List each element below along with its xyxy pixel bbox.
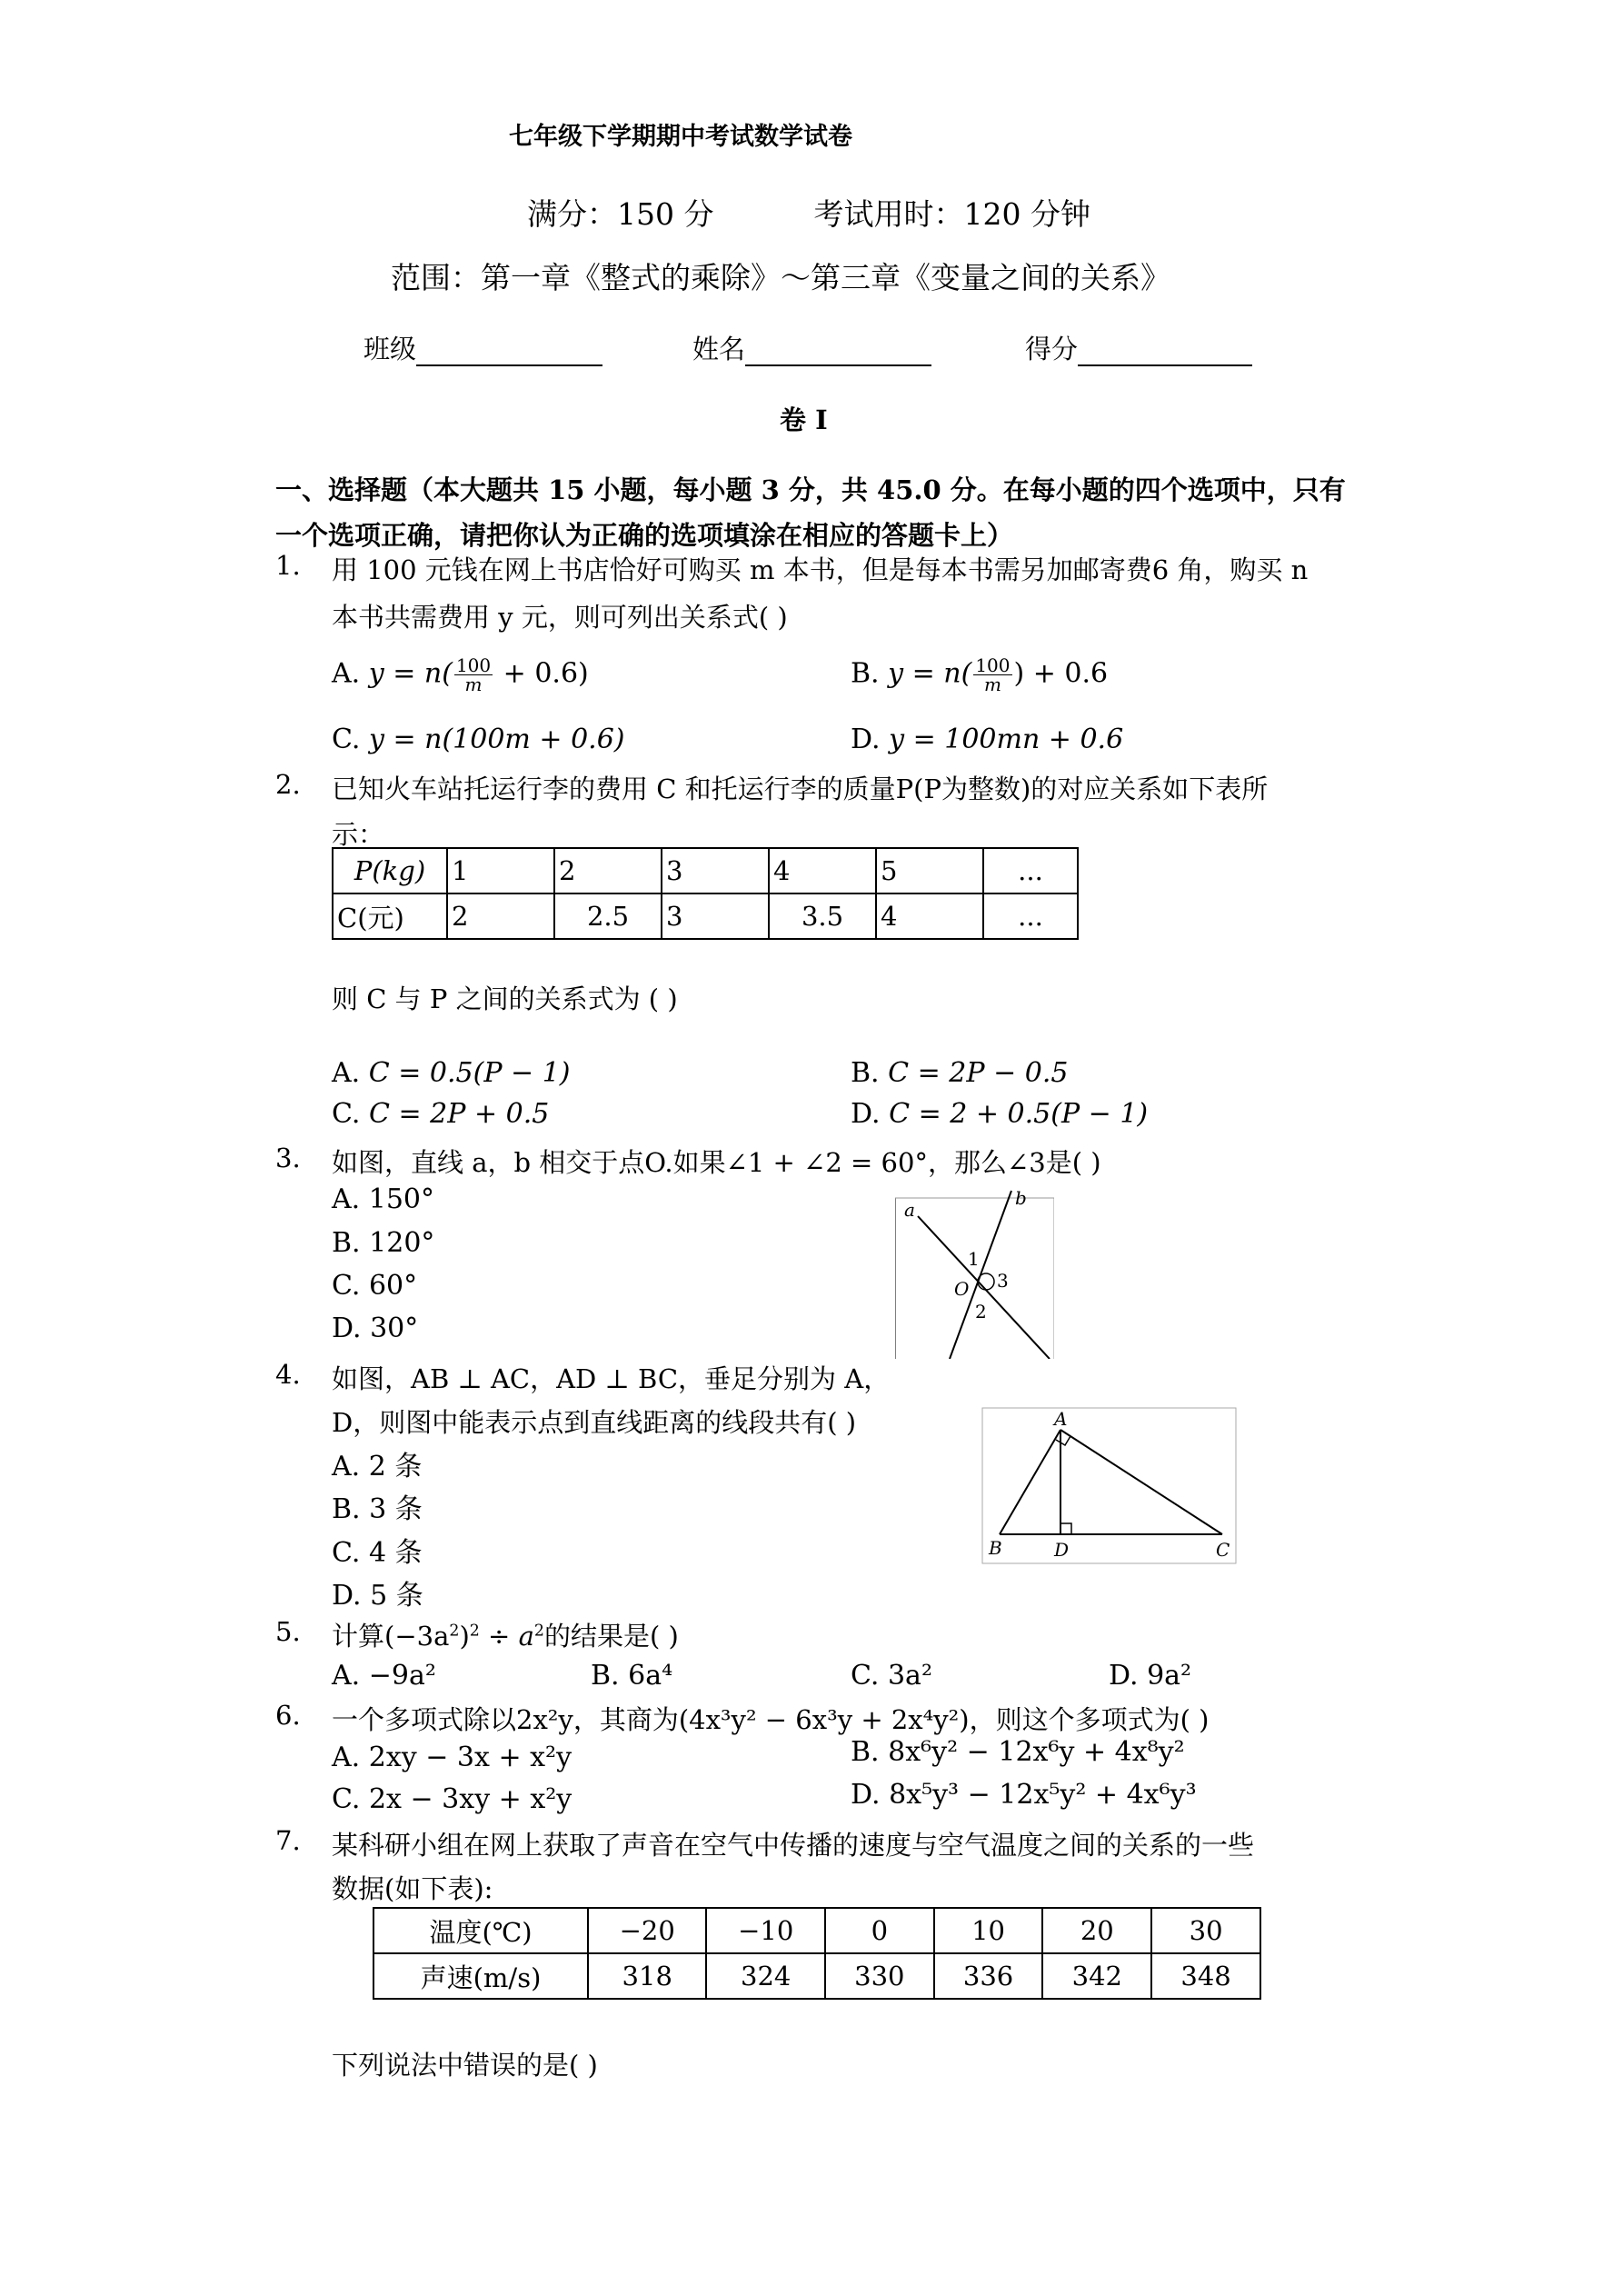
q7-table (373, 1907, 1261, 2000)
q1-b-pre: y = n( (888, 657, 972, 690)
label-2: 2 (975, 1301, 987, 1323)
q5-option-d[interactable] (1109, 1660, 1191, 1692)
table-cell: 1 (447, 848, 554, 893)
q3-number: 3. (275, 1143, 301, 1173)
label-3: 3 (997, 1270, 1009, 1292)
q2-option-c[interactable] (332, 1098, 549, 1130)
q1-a-den: m (464, 674, 483, 695)
exam-time: 考试用时：120 分钟 (813, 196, 1090, 232)
q3-b-text: 120° (369, 1227, 435, 1259)
right-angle-d (1060, 1523, 1071, 1534)
q1-line1: 用 100 元钱在网上书店恰好可购买 m 本书，但是每本书需另加邮寄费6 角，购买 n (332, 554, 1309, 585)
q4-d-text: 5 条 (370, 1580, 423, 1612)
q4-option-a[interactable] (332, 1443, 422, 1483)
q1-b-fraction (973, 656, 1011, 694)
q4-c-text: 4 条 (368, 1537, 423, 1569)
q7-line2: 数据(如下表): (332, 1873, 493, 1904)
q6-option-d[interactable] (851, 1779, 1197, 1811)
exam-info-line (527, 191, 1090, 234)
q1-b-num: 100 (975, 654, 1011, 676)
label-o: O (954, 1278, 970, 1300)
q1-a-fraction (454, 656, 493, 694)
q3-c-text: 60° (368, 1270, 418, 1302)
q1-a-label: A. (332, 657, 361, 690)
q3-option-c[interactable] (332, 1270, 417, 1302)
q5-stem: 计算$(-3a^2)^2 \div a^2$的结果是( ) (332, 1621, 679, 1652)
q1-d-label: D. (851, 724, 881, 755)
q3-d-label: D. (332, 1313, 362, 1344)
table-cell: 30 (1151, 1908, 1260, 1953)
q6-option-b[interactable] (851, 1736, 1185, 1768)
q5-b-text: 6a⁴ (628, 1660, 673, 1692)
q3-option-a[interactable] (332, 1183, 434, 1215)
right-angle-a (1056, 1436, 1070, 1445)
q3-figure (895, 1182, 1054, 1359)
q4-figure (981, 1407, 1238, 1566)
q2-line2: 示： (332, 819, 385, 850)
q5-b-label: B. (591, 1660, 620, 1692)
q4-line1: 如图，AB ⊥ AC，AD ⊥ BC，垂足分别为 A， (332, 1363, 891, 1394)
q4-d-label: D. (332, 1580, 362, 1612)
table-cell: 330 (825, 1953, 934, 1999)
q1-c-label: C. (332, 724, 361, 755)
q2-a-label: A. (332, 1057, 361, 1089)
table-cell: 324 (706, 1953, 824, 1999)
q6-b-label: B. (851, 1736, 880, 1768)
q2-a-text: C = 0.5(P − 1) (368, 1057, 571, 1089)
q1-b-den: m (983, 674, 1001, 695)
score-blank[interactable] (1078, 337, 1252, 366)
table-row (333, 848, 1078, 893)
table-cell: 4 (876, 893, 983, 939)
q4-number: 4. (275, 1359, 301, 1390)
q2-d-label: D. (851, 1098, 881, 1130)
table-cell: P(kg) (333, 848, 447, 893)
q6-option-c[interactable] (332, 1783, 572, 1815)
q2-b-text: C = 2P − 0.5 (888, 1057, 1069, 1089)
q6-b-text: 8x⁶y² − 12x⁶y + 4x⁸y² (888, 1736, 1185, 1768)
q3-a-label: A. (332, 1183, 361, 1215)
q5-option-b[interactable] (591, 1660, 672, 1692)
q2-option-b[interactable] (851, 1057, 1069, 1089)
q1-b-label: B. (851, 657, 880, 690)
line-a (918, 1216, 1050, 1359)
volume-label: 卷 I (780, 404, 828, 435)
label-B: B (989, 1537, 1002, 1559)
q5-a-text: −9a² (368, 1660, 436, 1692)
class-blank[interactable] (416, 337, 602, 366)
table-cell: 4 (769, 848, 876, 893)
q4-a-text: 2 条 (368, 1451, 423, 1482)
q1-option-a[interactable] (332, 656, 589, 694)
table-cell: 0 (825, 1908, 934, 1953)
table-cell: 318 (588, 1953, 706, 1999)
q5-d-text: 9a² (1147, 1660, 1192, 1692)
label-C: C (1216, 1539, 1230, 1561)
q3-option-d[interactable] (332, 1313, 418, 1344)
q2-d-text: C = 2 + 0.5(P − 1) (889, 1098, 1149, 1130)
table-cell: 2.5 (554, 893, 662, 939)
q5-c-label: C. (851, 1660, 880, 1692)
q3-c-label: C. (332, 1270, 361, 1302)
q6-a-text: 2xy − 3x + x²y (368, 1742, 573, 1773)
q1-d-text: y = 100mn + 0.6 (889, 724, 1124, 755)
label-b: b (1015, 1187, 1027, 1209)
name-blank[interactable] (745, 337, 931, 366)
class-label: 班级 (363, 334, 417, 364)
q4-a-label: A. (332, 1451, 361, 1482)
name-field[interactable] (692, 329, 931, 366)
q1-number: 1. (275, 550, 301, 581)
q6-a-label: A. (332, 1742, 361, 1773)
q4-fig-border (982, 1408, 1236, 1563)
q2-number: 2. (275, 769, 301, 800)
q6-c-label: C. (332, 1783, 361, 1815)
q2-c-label: C. (332, 1098, 361, 1130)
q2-b-label: B. (851, 1057, 880, 1089)
table-cell: 10 (934, 1908, 1043, 1953)
q6-stem: 一个多项式除以2x²y，其商为(4x³y² − 6x³y + 2x⁴y²)，则这个多项式为( ) (332, 1704, 1210, 1735)
q6-c-text: 2x − 3xy + x²y (368, 1783, 573, 1815)
table-cell: 3 (662, 893, 769, 939)
table-row (333, 893, 1078, 939)
segment-ac (1060, 1430, 1222, 1534)
q6-number: 6. (275, 1700, 301, 1731)
q5-stem-post: 的结果是( ) (543, 1621, 679, 1652)
q1-b-post: ) + 0.6 (1013, 657, 1109, 690)
table-cell: 342 (1042, 1953, 1151, 1999)
table-cell: 336 (934, 1953, 1043, 1999)
q1-a-pre: y = n( (368, 657, 453, 690)
label-1: 1 (968, 1248, 980, 1270)
q7-line1: 某科研小组在网上获取了声音在空气中传播的速度与空气温度之间的关系的一些 (332, 1830, 1255, 1861)
angle-marker (978, 1273, 994, 1290)
table-row (373, 1908, 1260, 1953)
name-label: 姓名 (692, 334, 746, 364)
q6-d-label: D. (851, 1779, 881, 1811)
q2-table (332, 847, 1079, 940)
table-cell: 3.5 (769, 893, 876, 939)
full-score: 满分：150 分 (527, 196, 714, 232)
q3-option-b[interactable] (332, 1227, 434, 1259)
table-cell: ... (983, 893, 1078, 939)
table-row (373, 1953, 1260, 1999)
q4-line2: D，则图中能表示点到直线距离的线段共有( ) (332, 1407, 857, 1438)
table-cell: 声速(m/s) (373, 1953, 588, 1999)
q2-option-a[interactable] (332, 1057, 571, 1089)
q5-a-label: A. (332, 1660, 361, 1692)
score-label: 得分 (1025, 334, 1079, 364)
table-cell: −20 (588, 1908, 706, 1953)
table-cell: 2 (447, 893, 554, 939)
q3-b-label: B. (332, 1227, 361, 1259)
q6-d-text: 8x⁵y³ − 12x⁵y² + 4x⁶y³ (889, 1779, 1197, 1811)
q4-option-b[interactable] (332, 1486, 423, 1526)
q1-option-d[interactable] (851, 724, 1123, 755)
q4-b-label: B. (332, 1493, 361, 1525)
table-cell: 3 (662, 848, 769, 893)
q1-c-text: y = n(100m + 0.6) (368, 724, 625, 755)
exam-title: 七年级下学期期中考试数学试卷 (509, 123, 852, 151)
q3-stem: 如图，直线 a，b 相交于点O.如果∠1 + ∠2 = 60°，那么∠3是( ) (332, 1147, 1101, 1178)
q2-option-d[interactable] (851, 1098, 1148, 1130)
segment-ab (1000, 1430, 1060, 1534)
q4-c-label: C. (332, 1537, 361, 1569)
q5-option-c[interactable] (851, 1660, 932, 1692)
q2-prompt: 则 C 与 P 之间的关系式为 ( ) (332, 983, 678, 1014)
q5-option-a[interactable] (332, 1660, 436, 1692)
q2-line1: 已知火车站托运行李的费用 C 和托运行李的质量P(P为整数)的对应关系如下表所 (332, 774, 1269, 804)
q4-b-text: 3 条 (369, 1493, 423, 1525)
table-cell: 20 (1042, 1908, 1151, 1953)
q1-line2: 本书共需费用 y 元，则可列出关系式( ) (332, 602, 788, 633)
table-cell: −10 (706, 1908, 824, 1953)
q7-number: 7. (275, 1825, 301, 1856)
table-cell: 温度(℃) (373, 1908, 588, 1953)
q5-c-text: 3a² (887, 1660, 932, 1692)
label-D: D (1054, 1539, 1070, 1561)
q2-c-text: C = 2P + 0.5 (368, 1098, 550, 1130)
table-cell: 5 (876, 848, 983, 893)
q3-d-text: 30° (370, 1313, 419, 1344)
q1-a-post: + 0.6) (494, 657, 589, 690)
table-cell: C(元) (333, 893, 447, 939)
q1-option-c[interactable] (332, 724, 624, 755)
label-a: a (904, 1199, 915, 1221)
table-cell: ... (983, 848, 1078, 893)
q5-d-label: D. (1109, 1660, 1139, 1692)
label-A: A (1054, 1408, 1068, 1430)
q3-a-text: 150° (368, 1183, 435, 1215)
table-cell: 348 (1151, 1953, 1260, 1999)
q1-option-b[interactable] (851, 656, 1108, 694)
class-field[interactable] (363, 329, 602, 366)
exam-scope: 范围：第一章《整式的乘除》～第三章《变量之间的关系》 (391, 260, 1170, 295)
q4-option-c[interactable] (332, 1530, 423, 1570)
q7-prompt: 下列说法中错误的是( ) (332, 2050, 598, 2081)
score-field[interactable] (1025, 329, 1252, 366)
q5-number: 5. (275, 1616, 301, 1647)
q5-stem-pre: 计算(−3a (332, 1621, 450, 1652)
table-cell: 2 (554, 848, 662, 893)
q4-option-d[interactable] (332, 1572, 423, 1612)
q6-option-a[interactable] (332, 1742, 572, 1773)
section-heading: 一、选择题（本大题共 15 小题，每小题 3 分，共 45.0 分。在每小题的四个选项中，只有一个选项正确，请把你认为正确的选项填涂在相应的答题卡上） (275, 474, 1346, 551)
q1-a-num: 100 (455, 654, 492, 676)
